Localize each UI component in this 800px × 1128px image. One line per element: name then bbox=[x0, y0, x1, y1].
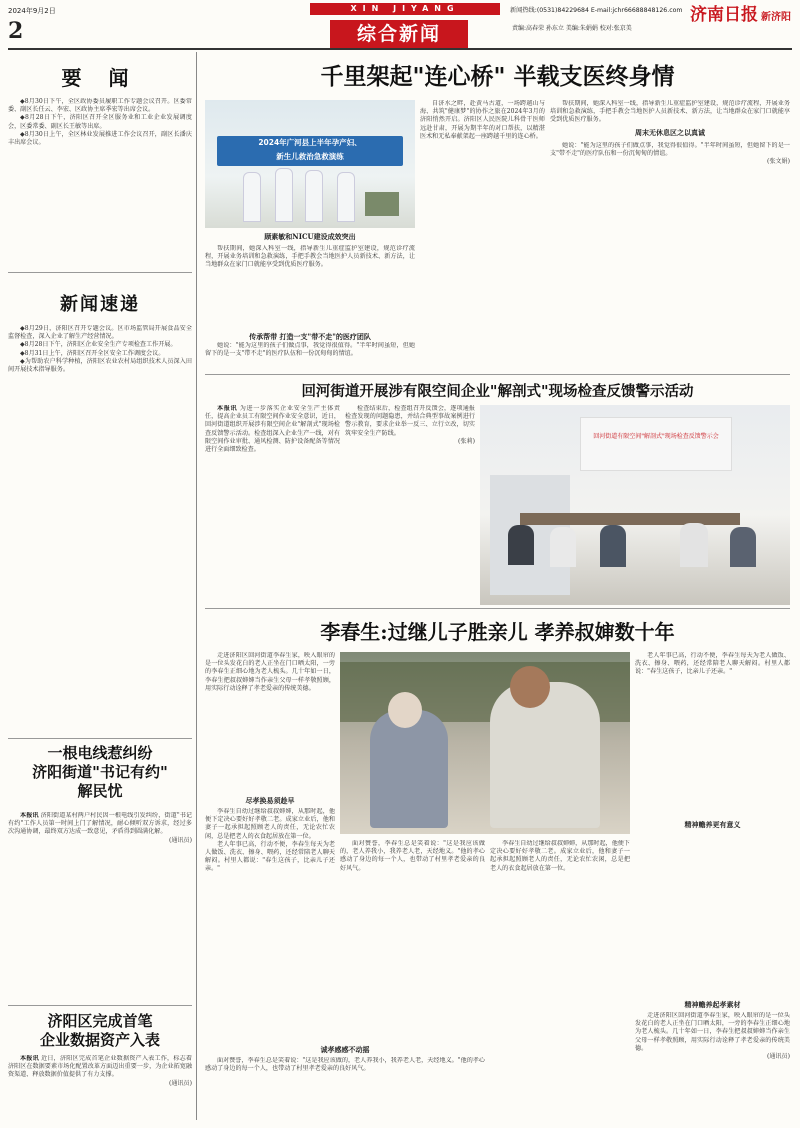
brief-item: ◆8月28日下午，济阳区召开全区服务业和工业企业发展调度会，区委常委、副区长王敏等出席。 bbox=[8, 114, 192, 130]
person-figure bbox=[305, 170, 323, 222]
article1-text-col1b bbox=[205, 342, 415, 370]
paragraph: 自济水之畔，赴黄马古道，一场跨越山与海、共筑"健康梦"的协作之旅在2024年3月的济阳悄然开启。济阳区人民医院儿科骨干医师远赴甘肃，开展为期半年的对口帮扶，以精湛医术和无私奉献架起一座跨越千里的连心桥。 bbox=[420, 100, 545, 140]
person-figure bbox=[680, 523, 708, 567]
paragraph: 她说："能为这里的孩子们做点事，我觉得很值得。"半年时间虽短，但她留下的是一支"带不走"的医疗队伍和一份沉甸甸的情谊。 bbox=[550, 142, 790, 158]
article1-subhead: 周末无休息区之以真诚 bbox=[635, 128, 705, 137]
brief-item: ◆8月30日上午，全区林业发展推进工作会议召开，副区长潘庆丰出席会议。 bbox=[8, 130, 192, 147]
story-text: 为进一步落实企业安全生产主体责任，提高企业员工有限空间作业安全意识，近日，回河街道组织开展涉有限空间企业"解剖式"现场检查反馈警示活动。检查组深入企业生产一线，对有限空间作业审批、通风检测、防护设备配备等情况进行全面细致检查。 bbox=[205, 405, 340, 454]
divider bbox=[205, 608, 790, 609]
article3-byline: (通讯员) bbox=[766, 1053, 790, 1061]
paragraph: 走进济阳区回河街道李春生家，映入眼帘的是一位头发花白的老人正坐在门口晒太阳，一旁的李春生正细心地为老人梳头。几十年如一日，李春生把叔叔婶婶当作亲生父母一样孝敬照顾，用实际行动诠释了孝老爱亲的传统美德。 bbox=[635, 1012, 790, 1052]
page-number: 2 bbox=[8, 18, 24, 44]
paragraph: 老人年事已高，行动不便，李春生每天为老人做饭、洗衣、擦身、喂药，还经常陪老人聊天解闷。村里人都说："春生这孩子，比亲儿子还亲。" bbox=[205, 840, 335, 873]
person-figure bbox=[600, 525, 626, 567]
li-chunsheng-head bbox=[510, 666, 550, 708]
title-line: 企业数据资产入表 bbox=[39, 1031, 160, 1049]
paragraph: 面对赞誉，李春生总是笑着说："这是我应该做的，老人养我小，我养老人老，天经地义。"他的孝心感动了身边的每一个人，也带动了村里孝老爱亲的良好风气。 bbox=[340, 840, 485, 872]
article1-text-col2 bbox=[420, 100, 545, 230]
photo-caption: 顾素敏和NICU建设成效突出 bbox=[264, 232, 356, 241]
person-figure bbox=[508, 525, 534, 565]
newspaper-brand bbox=[690, 0, 791, 25]
person-figure bbox=[730, 527, 756, 567]
news-express-block bbox=[8, 325, 192, 735]
article3-text-col4b bbox=[635, 1012, 790, 1120]
heading-yaowen: 要 闻 bbox=[61, 66, 139, 90]
news-item: ◆为帮助农户科学种植，济阳区农业农村局组织技术人员深入田间开展技术指导服务。 bbox=[8, 357, 192, 374]
photo-medical-team bbox=[205, 100, 415, 228]
article2-text-col1 bbox=[205, 405, 340, 605]
person-figure bbox=[337, 172, 355, 222]
issue-date: 2024年9月2日 bbox=[8, 7, 56, 15]
article2-byline: (张莉) bbox=[458, 437, 475, 445]
story-text: 近日，济阳区完成首笔企业数据资产入表工作，标志着济阳区在数据要素市场化配置改革方面迈出重要一步，为企业拓宽融资渠道、释放数据价值提供了有力支撑。 bbox=[8, 1055, 192, 1079]
story-electric-wire-title bbox=[8, 744, 192, 801]
story-text: 济阳街道某村两户村民因一根电线引发纠纷，街道"书记有约"工作人员第一时间上门了解情况，耐心倾听双方诉求，经过多次沟通协调，最终双方达成一致意见，矛盾得到圆满化解。 bbox=[8, 812, 192, 836]
paragraph: 她说："能为这里的孩子们做点事，我觉得很值得。"半年时间虽短，但她留下的是一支"带不走"的医疗队伍和一份沉甸甸的情谊。 bbox=[205, 342, 415, 358]
story-lead: 本报讯 bbox=[20, 1055, 39, 1062]
article1-title: 千里架起"连心桥" 半载支医终身情 bbox=[320, 63, 675, 90]
photo-safety-meeting bbox=[480, 405, 790, 605]
title-line: 一根电线惹纠纷 bbox=[47, 744, 153, 762]
brand-logo-text: 济南日报 bbox=[690, 5, 758, 25]
article2-title: 回河街道开展涉有限空间企业"解剖式"现场检查反馈警示活动 bbox=[301, 383, 694, 400]
news-item: ◆8月28日下午，济阳区企业安全生产专项检查工作开展。 bbox=[20, 341, 177, 349]
editor-credits: 责编:高春荣 孙东立 美编:朱娟娟 校对:张京美 bbox=[512, 25, 632, 32]
presentation-screen bbox=[580, 417, 732, 471]
banner-line: 新生儿救治急救演练 bbox=[276, 152, 344, 161]
brief-item: ◆8月30日下午，全区政协委员履职工作专题会议召开。区委常委、副区长任云、李宏、区政协主席季宏等出席会议。 bbox=[8, 98, 192, 114]
section-title: 综合新闻 bbox=[330, 20, 468, 48]
article3-title: 李春生:过继儿子胜亲儿 孝养叔婶数十年 bbox=[320, 620, 675, 644]
heading-news-express: 新闻速递 bbox=[60, 294, 140, 315]
divider bbox=[8, 1005, 192, 1006]
column-divider bbox=[196, 52, 197, 1120]
article3-text-col1 bbox=[205, 652, 335, 792]
photo-caregiving bbox=[340, 652, 630, 834]
paragraph: 面对赞誉，李春生总是笑着说："这是我应该做的，老人养我小，我养老人老，天经地义。"他的孝心感动了身边的每一个人，也带动了村里孝老爱亲的良好风气。 bbox=[205, 1057, 485, 1073]
paragraph: 老人年事已高，行动不便，李春生每天为老人做饭、洗衣、擦身、喂药，还经常陪老人聊天解闷。村里人都说："春生这孩子，比亲儿子还亲。" bbox=[635, 652, 790, 676]
article3-subhead: 精神赡养起孝素材 bbox=[684, 1000, 741, 1009]
news-item: ◆8月29日，济阳区召开专题会议。区市场监管局开展食品安全监督检查，深入企业了解生产经营情况。 bbox=[8, 325, 192, 341]
person-figure bbox=[550, 527, 576, 567]
article2-text-col2 bbox=[345, 405, 475, 605]
article3-text-col2 bbox=[340, 840, 485, 1040]
screen-text: 回河街道有限空间"解剖式"现场检查反馈警示会 bbox=[593, 433, 719, 440]
story-byline: (通讯员) bbox=[168, 836, 192, 844]
story-lead: 本报讯 bbox=[20, 812, 39, 819]
story-lead: 本报讯 bbox=[217, 405, 238, 412]
paragraph: 帮扶期间，她深入科室一线，指导新生儿重症监护室建设，规范诊疗流程，开展业务培训和急救演练，手把手教会当地医护人员新技术、新方法，让当地群众在家门口就能享受到优质医疗服务。 bbox=[205, 245, 415, 269]
article3-text-col1b bbox=[205, 808, 335, 1038]
article3-text-col4 bbox=[635, 652, 790, 982]
header-rule bbox=[8, 48, 792, 50]
elderly-woman bbox=[370, 710, 448, 828]
story-byline: (通讯员) bbox=[168, 1079, 192, 1087]
divider bbox=[205, 374, 790, 375]
paragraph: 走进济阳区回河街道李春生家，映入眼帘的是一位头发花白的老人正坐在门口晒太阳，一旁的李春生正细心地为老人梳头。几十年如一日，李春生把叔叔婶婶当作亲生父母一样孝敬照顾，用实际行动诠释了孝老爱亲的传统美德。 bbox=[205, 652, 335, 692]
masthead-pinyin: XIN JIYANG bbox=[310, 3, 500, 15]
person-figure bbox=[243, 172, 261, 222]
news-item: ◆8月31日上午，济阳区召开全区安全工作调度会议。 bbox=[20, 349, 165, 357]
paragraph: 检查结束后，检查组召开反馈会，逐项通报检查发现的问题隐患，并结合典型事故案例进行警示教育，要求企业举一反三、立行立改，切实筑牢安全生产防线。 bbox=[345, 405, 475, 437]
elderly-woman-head bbox=[388, 692, 422, 728]
briefs-block bbox=[8, 98, 192, 270]
divider bbox=[8, 738, 192, 739]
article3-text-col3 bbox=[490, 840, 630, 1040]
banner-line: 2024年广河县上半年孕产妇、 bbox=[258, 138, 362, 147]
news-hotline: 新闻热线:(0531)84229684 E-mail:jchr66688848126.com bbox=[510, 7, 683, 14]
article1-subhead: 传承帮带 打造一支"带不走"的医疗团队 bbox=[249, 332, 371, 341]
paragraph: 李春生自幼过继给叔叔婶婶，从那时起，他便下定决心要好好孝敬二老。成家立业后，他和妻子一起承担起照顾老人的责任，无论农忙农闲，总是把老人的衣食起居放在第一位。 bbox=[205, 808, 335, 840]
article1-text-col3b bbox=[550, 142, 790, 362]
paragraph: 李春生自幼过继给叔叔婶婶，从那时起，他便下定决心要好好孝敬二老。成家立业后，他和妻子一起承担起照顾老人的责任，无论农忙农闲，总是把老人的衣食起居放在第一位。 bbox=[490, 840, 630, 872]
photo-banner bbox=[217, 136, 403, 166]
story-data-asset-title bbox=[8, 1012, 192, 1050]
li-chunsheng bbox=[490, 682, 600, 828]
person-figure bbox=[275, 168, 293, 222]
article3-text-bottom bbox=[205, 1057, 485, 1120]
article3-subhead: 尽孝换易须趁早 bbox=[245, 796, 295, 805]
article1-text-col1 bbox=[205, 245, 415, 330]
equipment bbox=[365, 192, 399, 216]
story-electric-wire-body bbox=[8, 812, 192, 1002]
article1-byline: (张文娟) bbox=[766, 158, 790, 166]
paragraph: 帮扶期间，她深入科室一线，指导新生儿重症监护室建设，规范诊疗流程，开展业务培训和急救演练，手把手教会当地医护人员新技术、新方法，让当地群众在家门口就能享受到优质医疗服务。 bbox=[550, 100, 790, 124]
brand-sub-text: 新济阳 bbox=[761, 12, 791, 23]
title-line: 济阳区完成首笔 bbox=[47, 1012, 153, 1030]
meeting-table bbox=[520, 513, 740, 525]
article3-subhead: 诚孝感感不动摇 bbox=[320, 1045, 370, 1054]
divider bbox=[8, 272, 192, 273]
story-data-asset-body bbox=[8, 1055, 192, 1121]
article3-subhead: 精神赡养更有意义 bbox=[684, 820, 741, 829]
title-line: 解民忧 bbox=[77, 782, 123, 800]
title-line: 济阳街道"书记有约" bbox=[32, 763, 168, 781]
